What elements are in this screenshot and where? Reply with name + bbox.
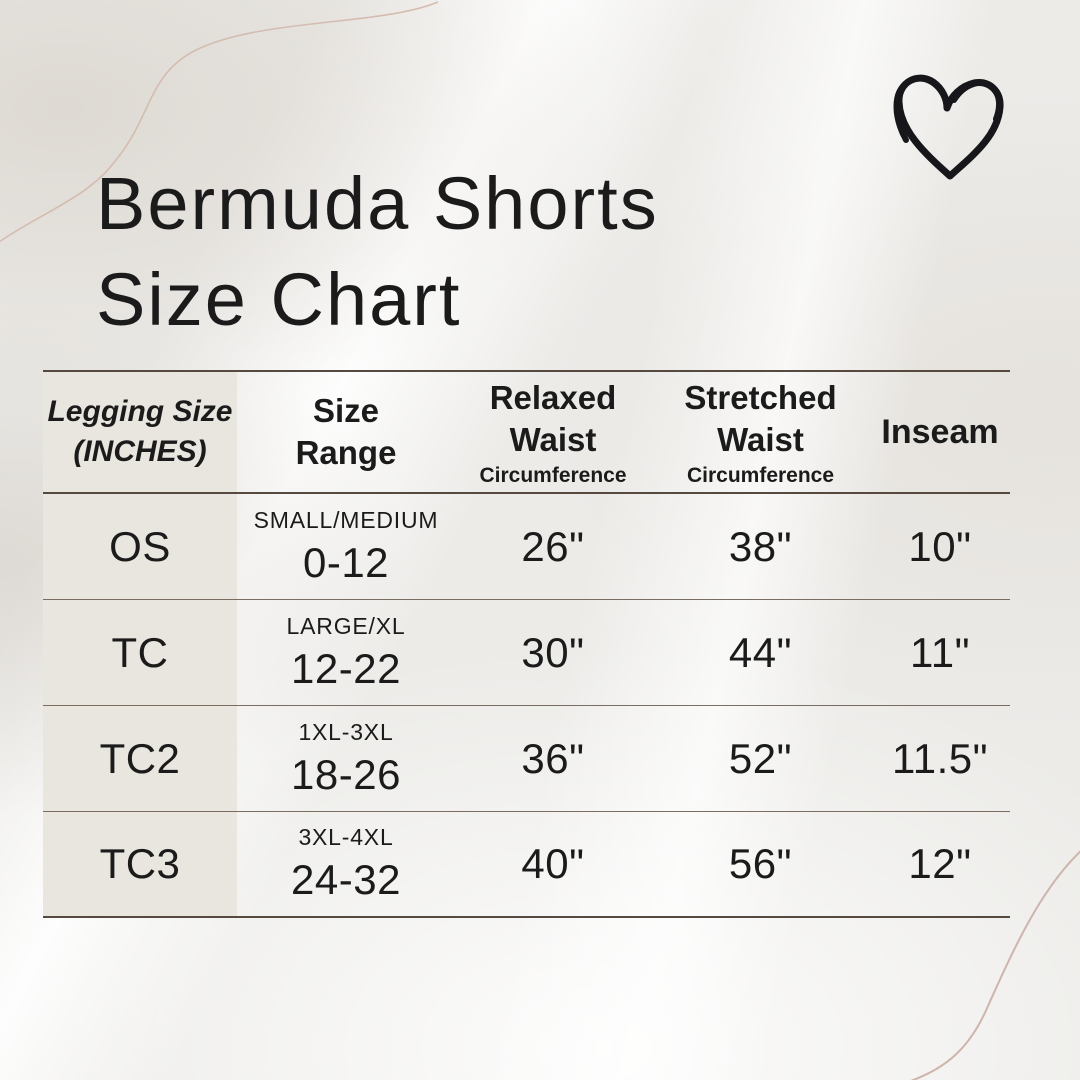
cell-legging-size xyxy=(43,600,237,705)
stretched-waist-value: 44" xyxy=(728,628,793,676)
inseam-value: 12" xyxy=(908,840,972,887)
header-relaxed-waist xyxy=(455,372,651,492)
header-relaxed-line1: Relaxed xyxy=(489,378,617,416)
inseam-value: 11" xyxy=(909,628,970,676)
table-row-tc xyxy=(43,600,1010,706)
legging-size-value: TC2 xyxy=(99,734,181,782)
relaxed-waist-value: 26" xyxy=(521,522,585,570)
size-range-label: 3XL-4XL xyxy=(298,824,394,850)
inseam-value: 11.5" xyxy=(891,734,989,782)
stretched-waist-value: 38" xyxy=(728,522,793,570)
header-inseam-label: Inseam xyxy=(881,412,999,451)
size-range-value: 18-26 xyxy=(291,750,401,798)
cell-legging-size xyxy=(43,494,237,599)
header-stretched-line1: Stretched xyxy=(684,378,837,416)
cell-legging-size xyxy=(43,706,237,811)
header-relaxed-line2: Waist xyxy=(509,420,597,458)
stretched-waist-value: 56" xyxy=(728,840,793,887)
size-range-value: 24-32 xyxy=(291,856,401,903)
cell-inseam xyxy=(870,600,1010,705)
table-header-row xyxy=(43,372,1010,494)
size-range-label: LARGE/XL xyxy=(286,612,406,639)
header-legging-size-line1: Legging Size xyxy=(47,395,233,428)
legging-size-value: TC3 xyxy=(99,840,181,887)
cell-stretched-waist xyxy=(651,812,870,916)
header-stretched-line2: Waist xyxy=(717,420,804,458)
cell-inseam xyxy=(870,706,1010,811)
legging-size-value: OS xyxy=(109,522,171,570)
cell-size-range xyxy=(237,706,455,811)
table-row-os xyxy=(43,494,1010,600)
cell-stretched-waist xyxy=(651,600,870,705)
page-title xyxy=(96,156,659,348)
heart-icon xyxy=(884,52,1016,188)
header-size-range-line2: Range xyxy=(295,434,397,471)
cell-relaxed-waist xyxy=(455,812,651,916)
size-range-value: 0-12 xyxy=(302,538,390,586)
cell-relaxed-waist xyxy=(455,706,651,811)
cell-inseam xyxy=(870,494,1010,599)
table-row-tc2 xyxy=(43,706,1010,812)
page-title-line1: Bermuda Shorts xyxy=(96,162,659,245)
header-stretched-waist xyxy=(651,372,870,492)
size-range-label: 1XL-3XL xyxy=(298,718,394,745)
header-legging-size-line2: (INCHES) xyxy=(73,435,207,468)
cell-stretched-waist xyxy=(651,706,870,811)
size-chart-table xyxy=(43,370,1010,918)
cell-size-range xyxy=(237,812,455,916)
legging-size-value: TC xyxy=(111,628,169,676)
cell-inseam xyxy=(870,812,1010,916)
relaxed-waist-value: 36" xyxy=(521,734,585,782)
header-legging-size xyxy=(43,372,237,492)
cell-stretched-waist xyxy=(651,494,870,599)
cell-size-range xyxy=(237,600,455,705)
size-range-label: SMALL/MEDIUM xyxy=(253,506,439,533)
inseam-value: 10" xyxy=(908,522,972,570)
cell-size-range xyxy=(237,494,455,599)
header-inseam xyxy=(870,372,1010,492)
header-size-range xyxy=(237,372,455,492)
table-row-tc3 xyxy=(43,812,1010,918)
cell-relaxed-waist xyxy=(455,494,651,599)
page-title-line2: Size Chart xyxy=(96,258,462,341)
relaxed-waist-value: 40" xyxy=(521,840,585,887)
header-relaxed-line3: Circumference xyxy=(479,463,627,487)
cell-legging-size xyxy=(43,812,237,916)
size-range-value: 12-22 xyxy=(291,644,401,692)
header-stretched-line3: Circumference xyxy=(686,463,835,487)
header-size-range-line1: Size xyxy=(312,392,380,429)
relaxed-waist-value: 30" xyxy=(521,628,585,676)
cell-relaxed-waist xyxy=(455,600,651,705)
stretched-waist-value: 52" xyxy=(728,734,793,782)
